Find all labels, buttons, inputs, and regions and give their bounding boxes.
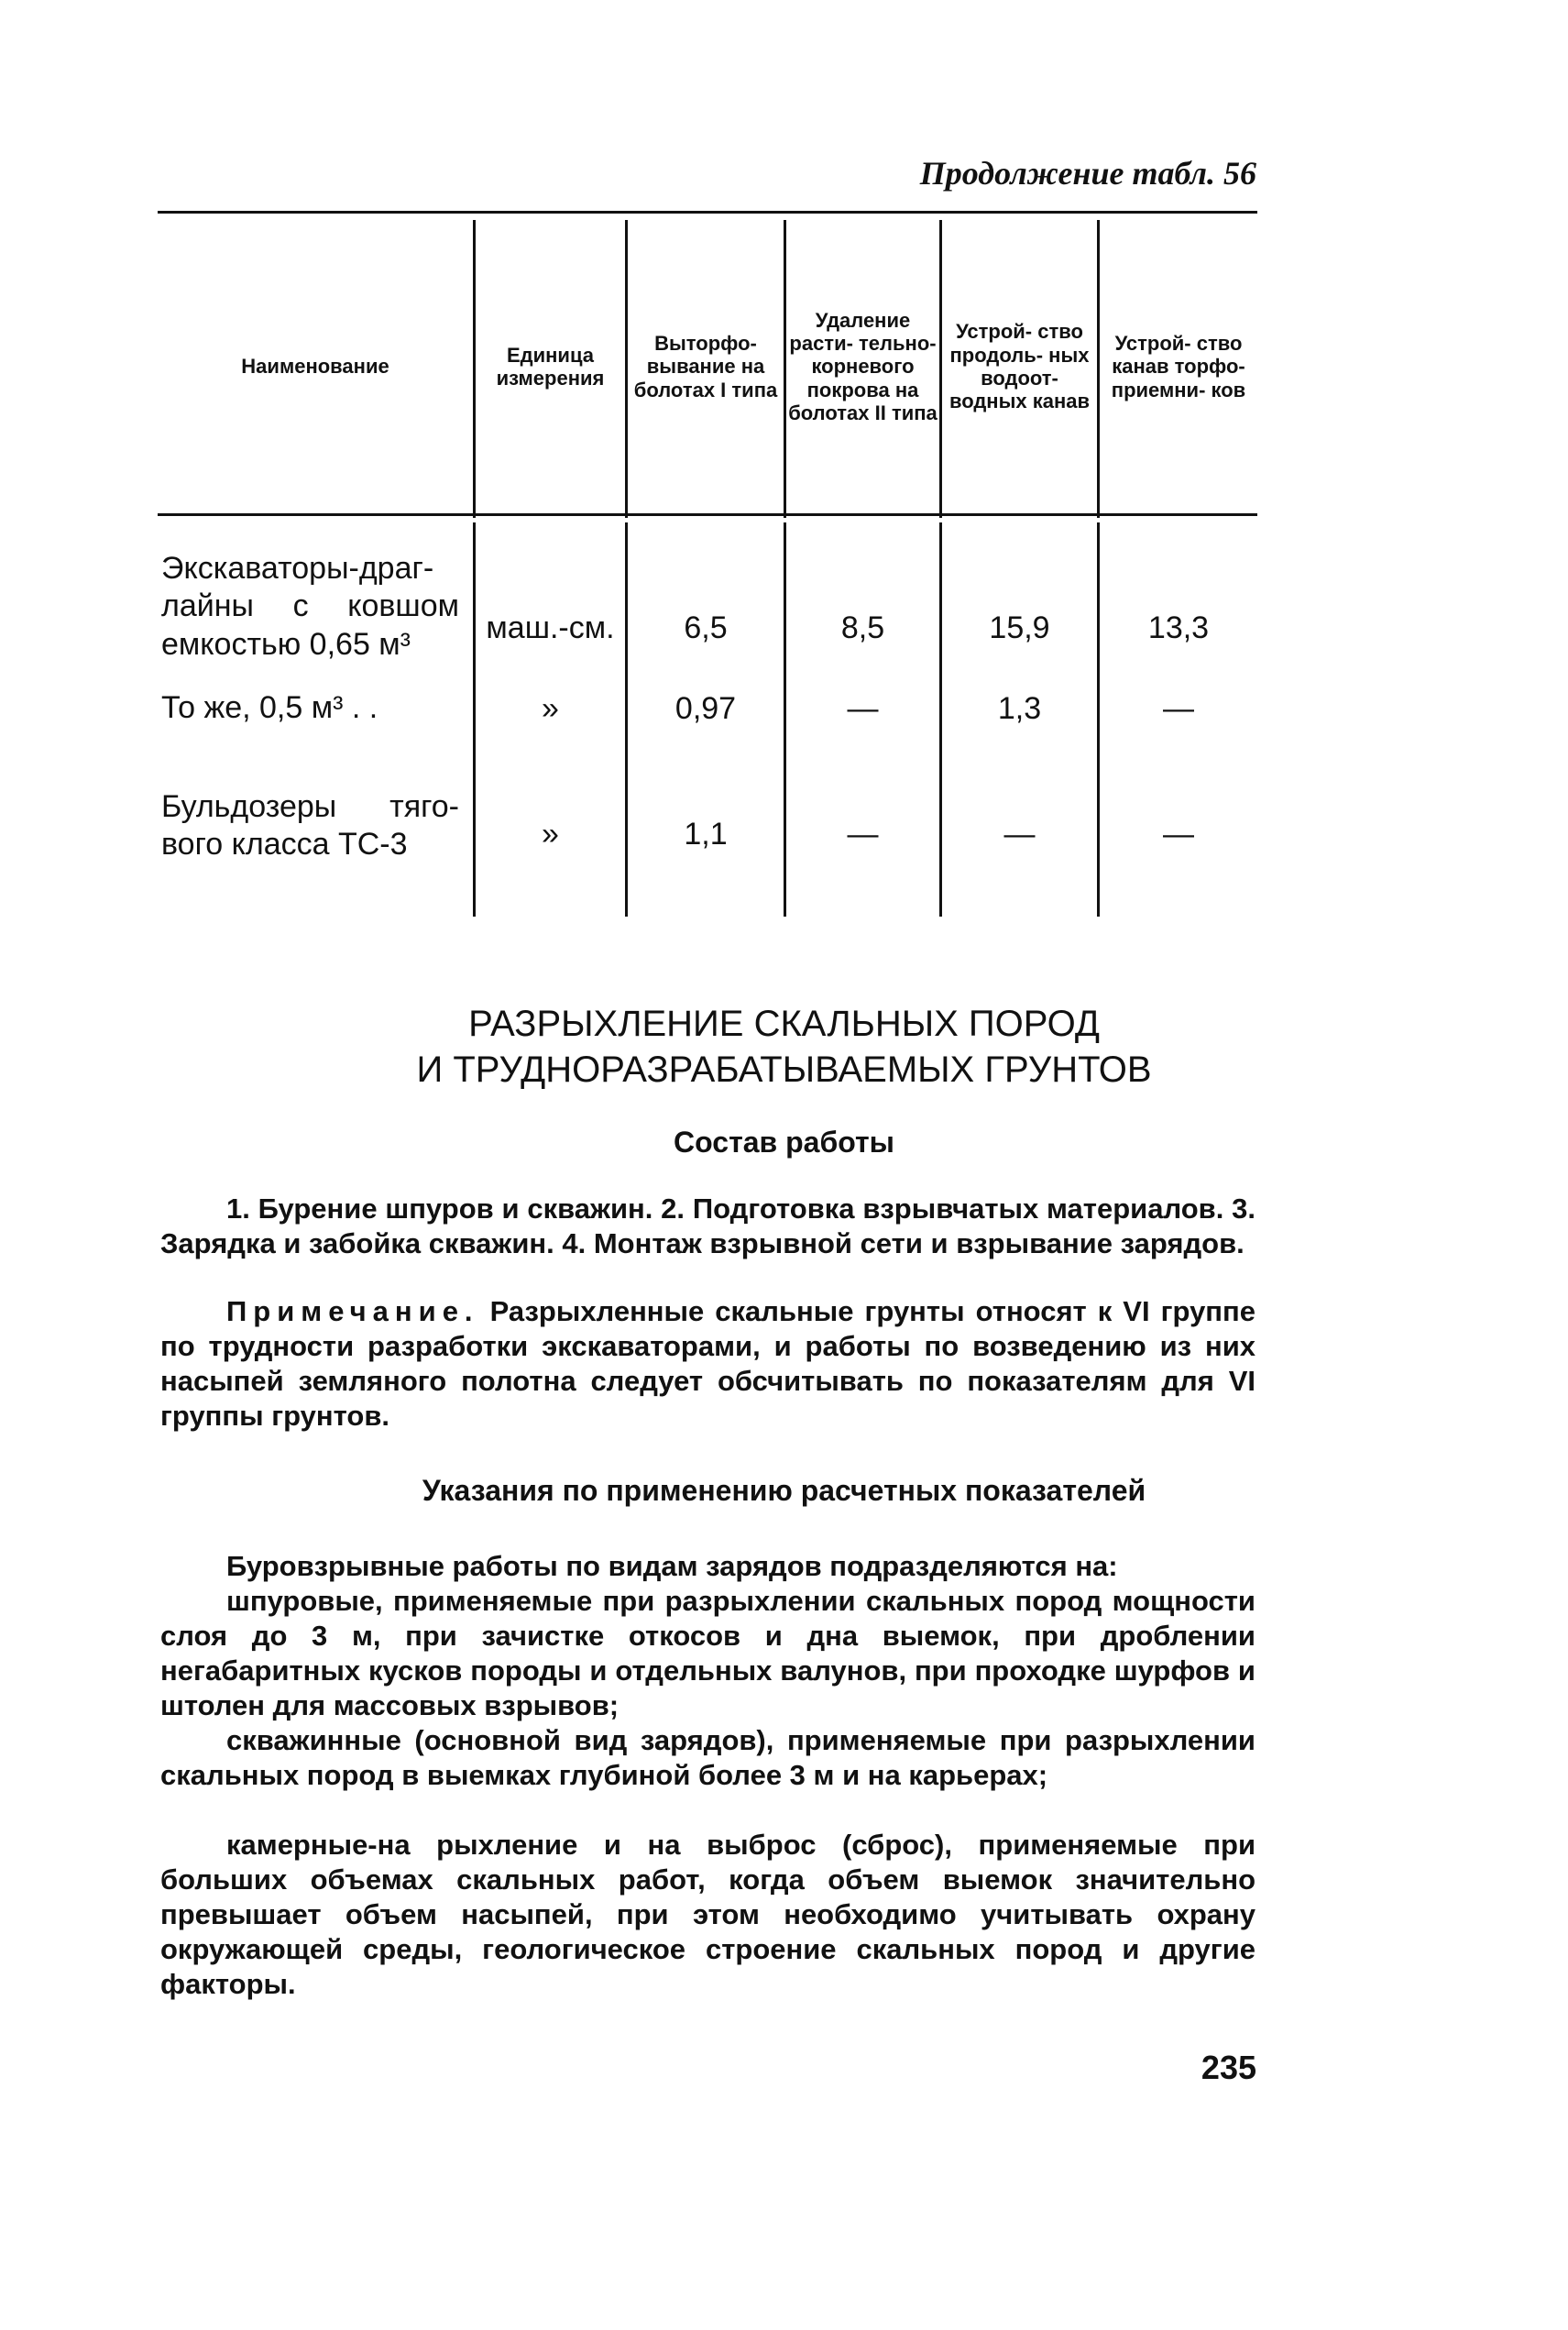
header-vegetation-removal: Удаление расти- тельно- корневого покрова на болотах II типа — [788, 308, 938, 424]
table-cell: 1,3 — [997, 690, 1042, 726]
header-name: Наименование — [241, 355, 389, 379]
table-cell: 1,1 — [684, 816, 728, 852]
table-row-unit: » — [542, 690, 559, 726]
table-cell: — — [847, 690, 879, 726]
table-cell: 15,9 — [989, 610, 1050, 645]
table-row-unit: » — [542, 816, 559, 852]
page-number: 235 — [1201, 2049, 1256, 2086]
table-row-unit: маш.-см. — [486, 610, 615, 645]
usage-paragraph-1 — [160, 1549, 1255, 1584]
table-cell: 0,97 — [674, 690, 737, 726]
usage-paragraph-2 — [160, 1584, 1255, 1723]
table-cell: 13,3 — [1147, 610, 1210, 645]
usage-text-1: Буровзрывные работы по видам зарядов подразделяются на: — [226, 1550, 1118, 1582]
table-continuation-label: Продолжение табл. 56 — [919, 155, 1256, 192]
table-row-name: То же, 0,5 м³ . . — [161, 690, 378, 725]
table-cell: — — [847, 816, 879, 852]
work-composition-body: 1. Бурение шпуров и скважин. 2. Подготовка взрывчатых материалов. 3. Зарядка и забойка скважин. 4. Монтаж взрывной сети и взрывание зарядов. — [160, 1192, 1255, 1259]
header-unit: Единица измерения — [496, 343, 605, 390]
usage-title: Указания по применению расчетных показателей — [422, 1474, 1146, 1507]
table-cell: — — [1163, 690, 1194, 726]
table-top-rule — [158, 211, 1257, 214]
table-cell: — — [1003, 816, 1036, 852]
work-composition-text — [160, 1192, 1255, 1261]
header-drainage-ditches: Устрой- ство продоль- ных водоот- водных канав — [948, 320, 1091, 413]
header-peat-removal: Выторфо- вывание на болотах I типа — [633, 332, 778, 401]
usage-text-4: камерные-на рыхление и на выброс (сброс), применяемые при больших объемах скальных работ, когда объем выемок значительно превышает объем насыпей, при этом необходимо учитывать охрану окружающей среды, геологическое строение скальных пород и другие факторы. — [160, 1829, 1255, 2000]
usage-text-3: скважинные (основной вид зарядов), применяемые при разрыхлении скальных пород в выемках глубиной более 3 м и на карьерах; — [160, 1724, 1255, 1791]
usage-paragraph-4 — [160, 1828, 1255, 2002]
table-cell: — — [1163, 816, 1194, 852]
note-paragraph — [160, 1294, 1255, 1434]
table-row-name: Бульдозеры тяго- вого класса ТС-3 — [161, 789, 459, 863]
table-row-name: Экскаваторы-драг- лайны с ковшом емкостью 0,65 м³ — [161, 551, 459, 662]
section-title-line2: И ТРУДНОРАЗРАБАТЫВАЕМЫХ ГРУНТОВ — [416, 1050, 1152, 1090]
note-label: Примечание. — [226, 1295, 479, 1327]
table-cell: 8,5 — [840, 610, 885, 645]
usage-text-2: шпуровые, применяемые при разрыхлении скальных пород мощности слоя до 3 м, при зачистке откосов и дна выемок, при дроблении негабаритных кусков породы и отдельных валунов, при проходке шурфов и штолен для массовых взрывов; — [160, 1585, 1255, 1721]
data-table — [158, 211, 1257, 917]
usage-paragraph-3 — [160, 1723, 1255, 1793]
work-composition-title: Состав работы — [674, 1126, 894, 1159]
note-text: Разрыхленные скальные грунты относят к VI группе по трудности разработки экскаваторами, и работы по возведению из них насыпей земляного полотна следует обсчитывать по показателям для VI группы грунтов. — [160, 1295, 1255, 1432]
table-header-rule — [158, 513, 1257, 516]
table-cell: 6,5 — [684, 610, 728, 645]
section-title-line1: РАЗРЫХЛЕНИЕ СКАЛЬНЫХ ПОРОД — [468, 1004, 1100, 1044]
header-peat-ditches: Устрой- ство канав торфо- приемни- ков — [1111, 332, 1246, 401]
